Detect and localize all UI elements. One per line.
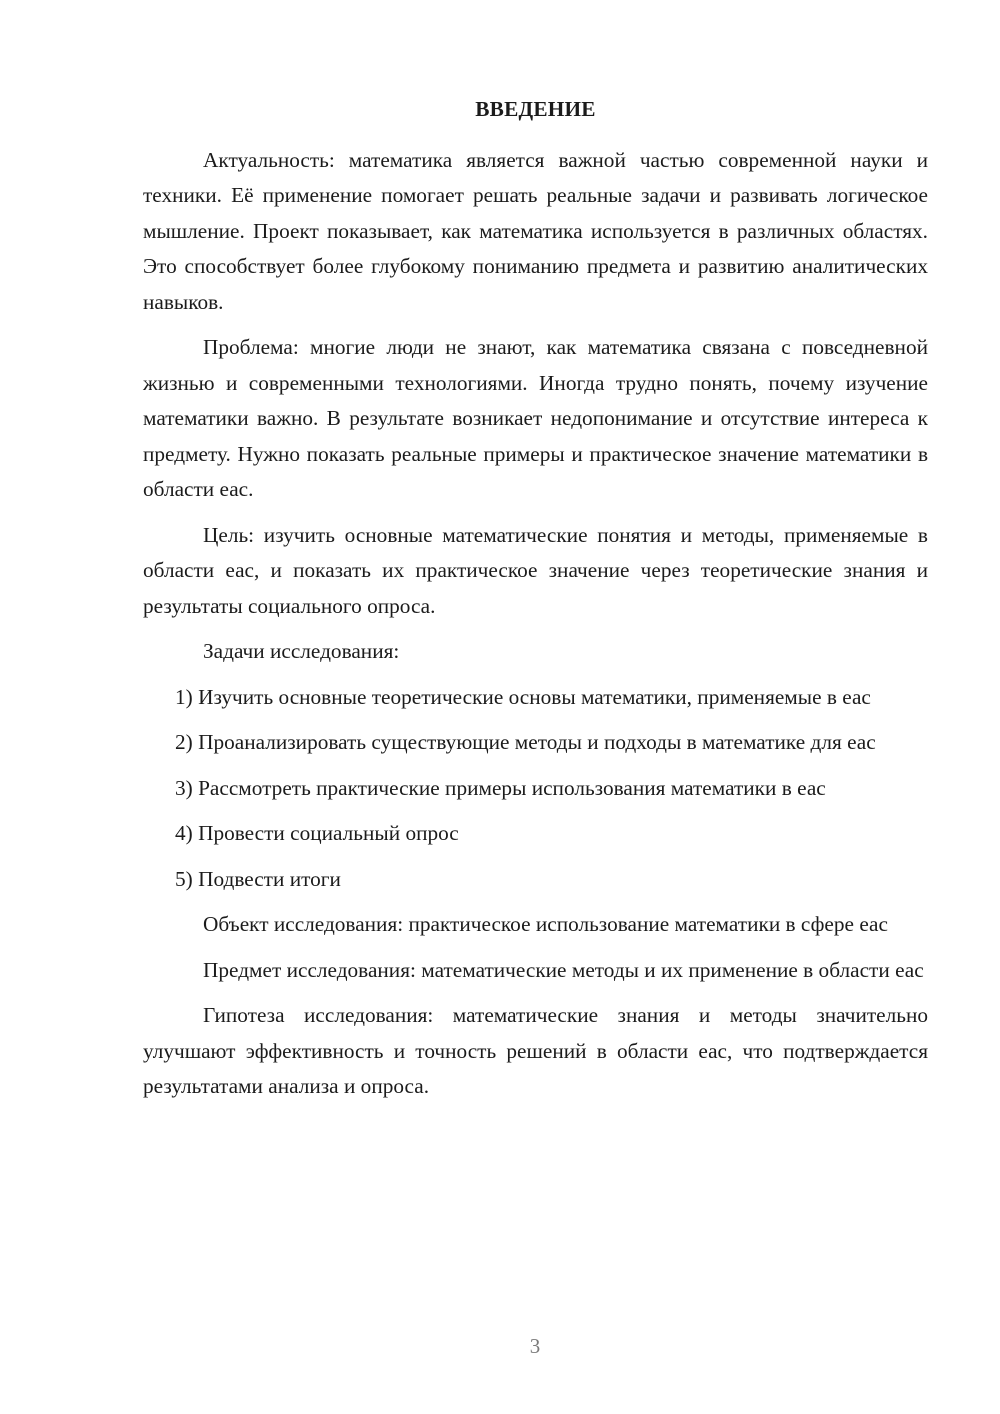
page-title: ВВЕДЕНИЕ: [475, 97, 596, 121]
task-item-4: 4) Провести социальный опрос: [175, 821, 459, 845]
tasks-intro: Задачи исследования:: [203, 639, 400, 663]
relevance-paragraph: Актуальность: математика является важной частью современной науки и техники. Её применение помогает решать реальные задачи и развивать логическое мышление. Проект показывает, как математика используется в различных областях. Это способствует более глубокому пониманию предмета и развитию аналитических навыков.: [143, 147, 928, 314]
goal-paragraph: Цель: изучить основные математические понятия и методы, применяемые в области еас, и показать их практическое значение через теоретические знания и результаты социального опроса.: [143, 522, 928, 618]
task-item-2: 2) Проанализировать существующие методы и подходы в математике для еас: [175, 730, 876, 754]
task-item-3: 3) Рассмотреть практические примеры использования математики в еас: [175, 775, 826, 800]
tasks-list: [143, 680, 928, 898]
page-number: 3: [529, 1334, 541, 1358]
problem-paragraph: Проблема: многие люди не знают, как математика связана с повседневной жизнью и современными технологиями. Иногда трудно понять, почему изучение математики важно. В результате возникает недопонимание и отсутствие интереса к предмету. Нужно показать реальные примеры и практическое значение математики в области еас.: [143, 335, 928, 501]
hypothesis-paragraph: Гипотеза исследования: математические знания и методы значительно улучшают эффективность и точность решений в области еас, что подтверждается результатами анализа и опроса.: [143, 1003, 928, 1098]
task-item-5: 5) Подвести итоги: [175, 866, 341, 891]
document-page: [143, 92, 928, 1115]
subject-paragraph: Предмет исследования: математические методы и их применение в области еас: [203, 957, 924, 982]
task-item-1: 1) Изучить основные теоретические основы математики, применяемые в еас: [175, 684, 871, 709]
object-paragraph: Объект исследования: практическое использование математики в сфере еас: [203, 912, 888, 936]
